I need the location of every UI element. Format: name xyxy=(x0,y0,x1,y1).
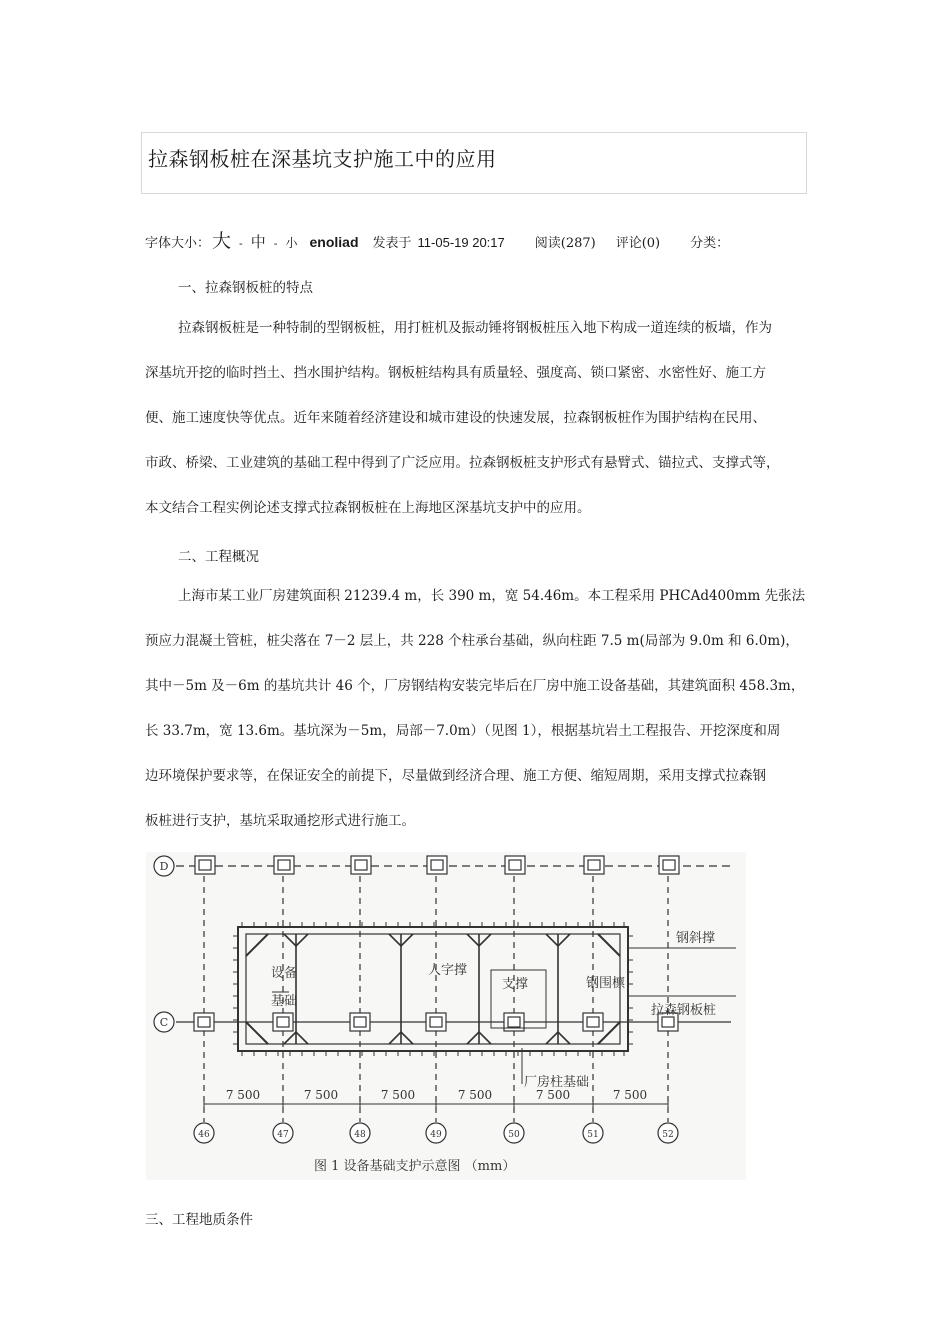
figure-caption: 图 1 设备基础支护示意图 （mm） xyxy=(314,1159,516,1174)
comment-count-link[interactable]: 评论(0) xyxy=(615,236,661,251)
paragraph-line: 深基坑开挖的临时挡土、挡水围护结构。钢板桩结构具有质量轻、强度高、锁口紧密、水密性好、施工方 xyxy=(145,365,766,381)
section-3-heading: 三、工程地质条件 xyxy=(145,1212,253,1228)
posted-label: 发表于 xyxy=(372,236,412,251)
grid-number: 51 xyxy=(587,1130,599,1140)
grid-number: 49 xyxy=(430,1130,442,1140)
spacing-label: 7 500 xyxy=(225,1088,261,1102)
label-sheet-pile: 拉森钢板桩 xyxy=(651,1003,717,1018)
spacing-label: 7 500 xyxy=(612,1088,648,1102)
axis-label-c: C xyxy=(159,1016,169,1029)
section-2-paragraph xyxy=(145,574,807,844)
label-foundation: 基础 xyxy=(271,994,298,1009)
section-1-paragraph xyxy=(145,306,807,531)
axis-label-d: D xyxy=(159,860,169,873)
paragraph-line: 本文结合工程实例论述支撑式拉森钢板桩在上海地区深基坑支护中的应用。 xyxy=(145,500,591,516)
paragraph-line: 长 33.7m，宽 13.6m。基坑深为－5m，局部－7.0m）（见图 1），根据基坑岩土工程报告、开挖深度和周 xyxy=(145,723,781,739)
paragraph-line: 市政、桥梁、工业建筑的基础工程中得到了广泛应用。拉森钢板桩支护形式有悬臂式、锚拉式、支撑式等， xyxy=(145,455,780,471)
label-equipment: 设备 xyxy=(271,966,298,981)
font-size-label: 字体大小： xyxy=(145,236,211,251)
posted-time: 11-05-19 20:17 xyxy=(417,235,505,250)
label-purlin: 钢围檩 xyxy=(586,976,626,991)
spacing-label: 7 500 xyxy=(303,1088,339,1102)
paragraph-line: 板桩进行支护，基坑采取通挖形式进行施工。 xyxy=(145,813,415,829)
label-column-foundation: 厂房柱基础 xyxy=(524,1075,590,1090)
label-steel-brace: 钢斜撑 xyxy=(676,931,716,946)
paragraph-line: 预应力混凝土管桩，桩尖落在 7－2 层上，共 228 个柱承台基础，纵向柱距 7.5 m(局部为 9.0m 和 6.0m)， xyxy=(145,633,799,649)
grid-number: 48 xyxy=(354,1130,366,1140)
separator: - xyxy=(239,237,243,250)
separator: - xyxy=(273,237,278,250)
title-box xyxy=(141,132,807,194)
spacing-label: 7 500 xyxy=(535,1088,571,1102)
paragraph-line: 其中－5m 及－6m 的基坑共计 46 个，厂房钢结构安装完毕后在厂房中施工设备基础，其建筑面积 458.3m， xyxy=(145,678,805,694)
author-link[interactable]: enoliad xyxy=(309,234,359,250)
paragraph-line: 便、施工速度快等优点。近年来随着经济建设和城市建设的快速发展，拉森钢板桩作为围护结构在民用、 xyxy=(145,410,766,426)
font-size-small-link[interactable]: 小 xyxy=(285,236,298,250)
grid-number: 46 xyxy=(198,1130,210,1140)
support-diagram xyxy=(146,852,746,1180)
read-count: 阅读(287) xyxy=(534,236,596,251)
label-support: 支撑 xyxy=(502,977,529,992)
category-label: 分类： xyxy=(690,236,730,251)
spacing-label: 7 500 xyxy=(380,1088,416,1102)
font-size-medium-link[interactable]: 中 xyxy=(250,233,266,251)
spacing-label: 7 500 xyxy=(457,1088,493,1102)
paragraph-line: 上海市某工业厂房建筑面积 21239.4 m，长 390 m，宽 54.46m。本工程采用 PHCAd400mm 先张法 xyxy=(178,588,806,604)
article-title: 拉森钢板桩在深基坑支护施工中的应用 xyxy=(148,147,497,171)
section-2-heading: 二、工程概况 xyxy=(178,549,259,565)
font-size-large-link[interactable]: 大 xyxy=(212,230,232,252)
grid-number: 52 xyxy=(662,1130,674,1140)
paragraph-line: 边环境保护要求等，在保证安全的前提下，尽量做到经济合理、施工方便、缩短周期，采用支撑式拉森钢 xyxy=(145,768,766,784)
section-1-heading: 一、拉森钢板桩的特点 xyxy=(178,280,313,296)
figure-1 xyxy=(146,852,746,1180)
meta-bar xyxy=(145,226,729,253)
grid-number: 50 xyxy=(508,1130,520,1140)
paragraph-line: 拉森钢板桩是一种特制的型钢板桩，用打桩机及振动锤将钢板桩压入地下构成一道连续的板墙，作为 xyxy=(178,320,772,336)
label-herringbone: 人字撑 xyxy=(428,963,468,978)
grid-number: 47 xyxy=(277,1130,289,1140)
